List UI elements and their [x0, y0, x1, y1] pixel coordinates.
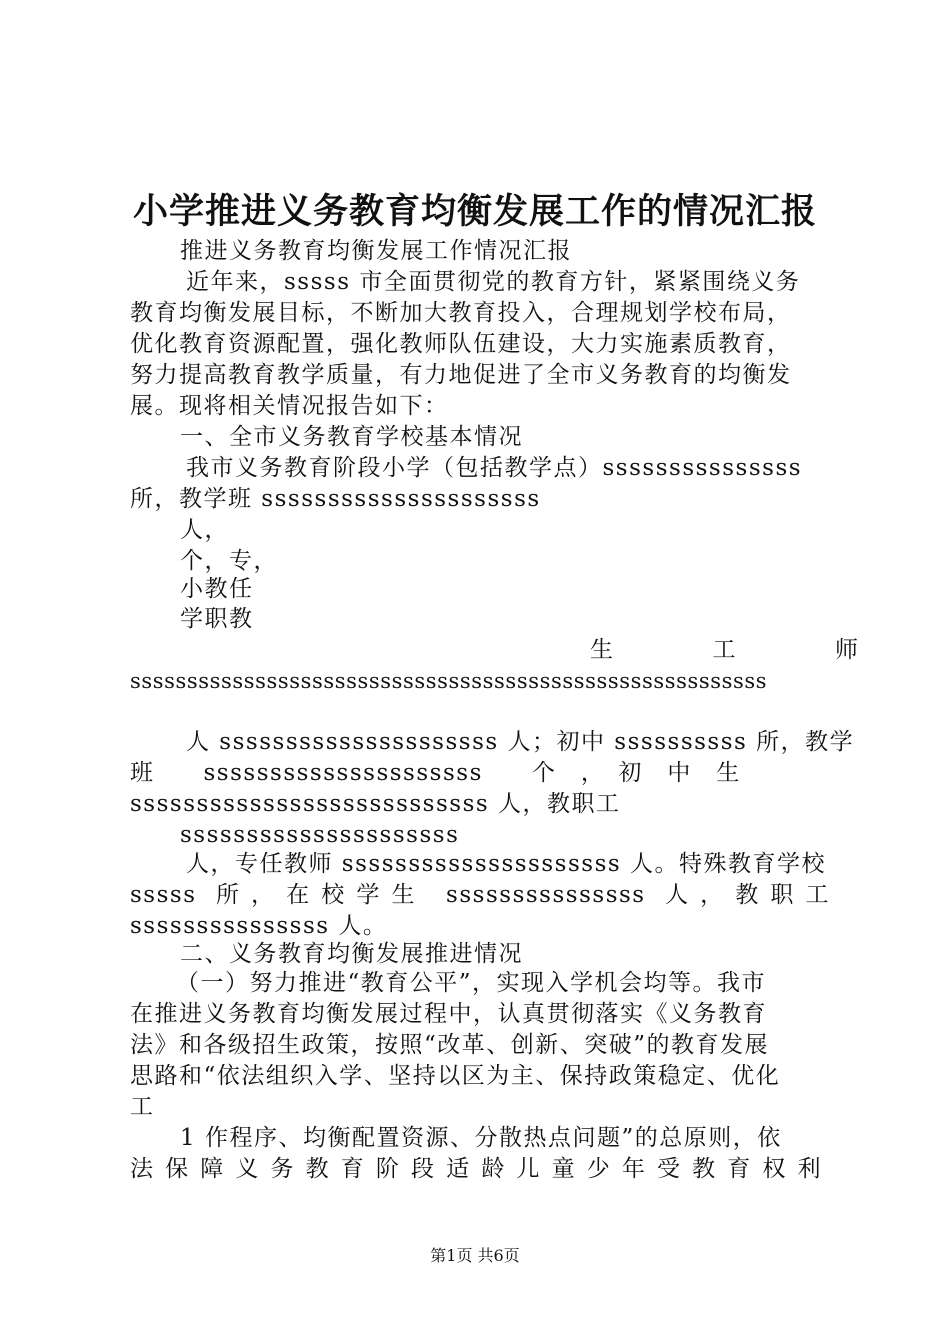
paragraph-line: 生 工 师	[590, 637, 860, 663]
paragraph-line: 教育均衡发展目标，不断加大教育投入，合理规划学校布局，	[130, 300, 792, 326]
section-heading: 一、全市义务教育学校基本情况	[180, 424, 523, 450]
paragraph-line: 工	[130, 1094, 155, 1120]
paragraph-line: 班 sssssssssssssssssssss 个 ， 初 中 生	[130, 760, 741, 786]
paragraph-line: 我市义务教育阶段小学（包括教学点）sssssssssssssss	[186, 455, 803, 481]
paragraph-line: sssssssssssssss 人。	[130, 913, 388, 939]
paragraph-line: 法保障义务教育阶段适龄儿童少年受教育权利	[130, 1156, 822, 1182]
paragraph-line: sssssssssssssssssssssssssss 人，教职工	[130, 791, 621, 817]
paragraph-line: 优化教育资源配置，强化教师队伍建设，大力实施素质教育，	[130, 331, 792, 357]
paragraph-line: 思路和“依法组织入学、坚持以区为主、保持政策稳定、优化	[130, 1063, 781, 1089]
paragraph-line: 展。现将相关情况报告如下：	[130, 393, 449, 419]
paragraph-line: 学职教	[180, 606, 254, 632]
section-heading: 二、义务教育均衡发展推进情况	[180, 941, 523, 967]
subtitle-line: 推进义务教育均衡发展工作情况汇报	[180, 238, 572, 264]
document-title: 小学推进义务教育均衡发展工作的情况汇报	[132, 191, 817, 232]
paragraph-line: 努力提高教育教学质量，有力地促进了全市义务教育的均衡发	[130, 362, 792, 388]
page-footer: 第1页 共6页	[430, 1246, 520, 1265]
paragraph-line: sssss 所，在校学生 sssssssssssssss 人，教职工	[130, 882, 830, 908]
paragraph-line: （一）努力推进“教育公平”，实现入学机会均等。我市	[176, 970, 767, 996]
paragraph-line: 个，专，	[180, 548, 278, 574]
paragraph-line: ssssssssssssssssssssssssssssssssssssssssssssssssssssssss	[130, 669, 768, 693]
paragraph-line: 近年来，sssss 市全面贯彻党的教育方针，紧紧围绕义务	[186, 269, 801, 295]
paragraph-line: 小教任	[180, 576, 254, 602]
paragraph-line: 人 sssssssssssssssssssss 人；初中 ssssssssss 所，教学	[186, 729, 855, 755]
paragraph-line: 人，	[180, 517, 229, 543]
paragraph-line: sssssssssssssssssssss	[180, 822, 460, 848]
paragraph-line: 所，教学班 sssssssssssssssssssss	[130, 486, 541, 512]
paragraph-line: 法》和各级招生政策，按照“改革、创新、突破”的教育发展	[130, 1032, 770, 1058]
paragraph-line: 人，专任教师 sssssssssssssssssssss 人。特殊教育学校	[186, 851, 826, 877]
paragraph-line: 在推进义务教育均衡发展过程中，认真贯彻落实《义务教育	[130, 1001, 767, 1027]
paragraph-line: 1 作程序、均衡配置资源、分散热点问题”的总原则，依	[180, 1125, 782, 1151]
